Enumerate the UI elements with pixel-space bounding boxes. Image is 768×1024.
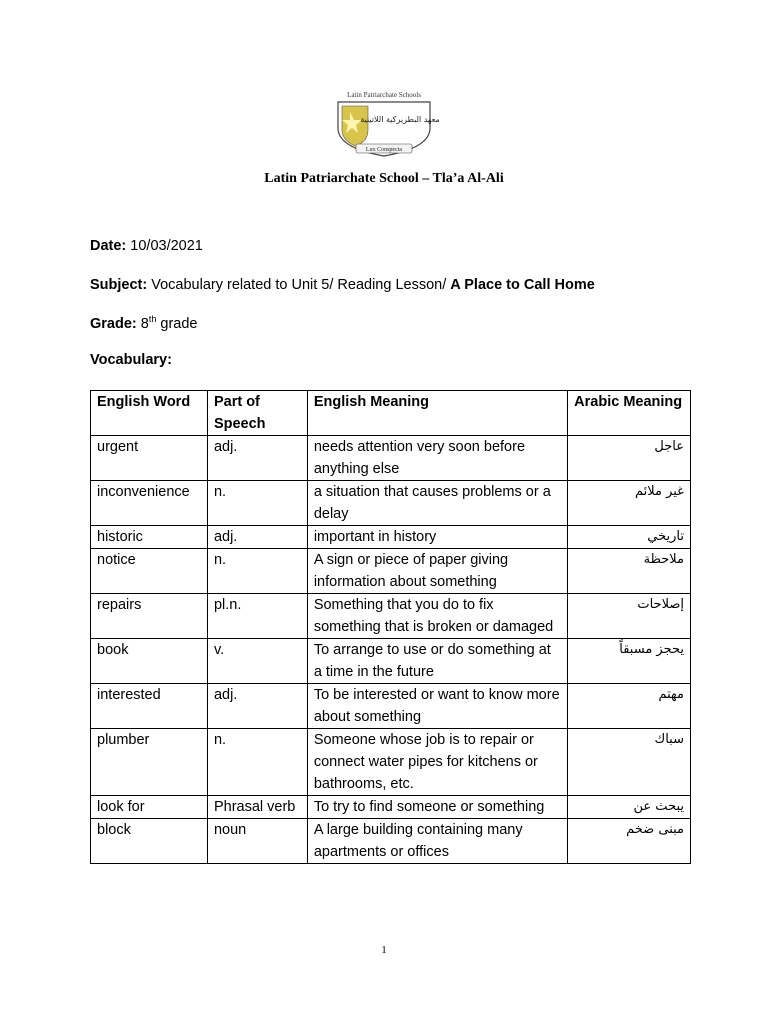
english-meaning-cell: To arrange to use or do something at a time in the future [307, 639, 567, 684]
english-meaning-cell: Something that you do to fix something that is broken or damaged [307, 594, 567, 639]
date-line [90, 238, 203, 254]
subject-line [90, 277, 595, 293]
english-meaning-cell: Someone whose job is to repair or connect water pipes for kitchens or bathrooms, etc. [307, 729, 567, 796]
english-word-cell: urgent [91, 436, 208, 481]
table-row [91, 639, 691, 684]
english-meaning-cell: A large building containing many apartments or offices [307, 819, 567, 864]
table-row [91, 684, 691, 729]
table-row [91, 729, 691, 796]
part-of-speech-cell: Phrasal verb [207, 796, 307, 819]
date-label: Date: [90, 238, 127, 254]
english-meaning-cell: needs attention very soon before anything else [307, 436, 567, 481]
school-name: Latin Patriarchate School – Tla’a Al-Ali [264, 171, 504, 186]
header-english-word: English Word [91, 391, 208, 436]
english-meaning-cell: To be interested or want to know more about something [307, 684, 567, 729]
logo-top-text: Latin Patriarchate Schools [347, 91, 421, 99]
part-of-speech-cell: n. [207, 549, 307, 594]
arabic-meaning-cell: ملاحظة [568, 549, 691, 594]
english-word-cell: repairs [91, 594, 208, 639]
subject-label: Subject: [90, 277, 148, 293]
grade-line [90, 316, 197, 332]
table-row [91, 594, 691, 639]
arabic-meaning-cell: يحجز مسبقاً [568, 639, 691, 684]
arabic-meaning-cell: مبنى ضخم [568, 819, 691, 864]
english-word-cell: look for [91, 796, 208, 819]
part-of-speech-cell: n. [207, 481, 307, 526]
english-word-cell: historic [91, 526, 208, 549]
vocabulary-table [90, 390, 691, 864]
part-of-speech-cell: noun [207, 819, 307, 864]
header-english-meaning: English Meaning [307, 391, 567, 436]
english-meaning-cell: a situation that causes problems or a delay [307, 481, 567, 526]
table-row [91, 481, 691, 526]
grade-suffix-sup: th [148, 314, 157, 325]
arabic-meaning-cell: تاريخي [568, 526, 691, 549]
english-word-cell: block [91, 819, 208, 864]
part-of-speech-cell: adj. [207, 436, 307, 481]
vocabulary-heading [90, 352, 172, 368]
logo-motto: Lux Conspecta [365, 147, 403, 153]
english-word-cell: notice [91, 549, 208, 594]
part-of-speech-cell: v. [207, 639, 307, 684]
english-meaning-cell: A sign or piece of paper giving information about something [307, 549, 567, 594]
table-row [91, 549, 691, 594]
english-word-cell: inconvenience [91, 481, 208, 526]
subject-value: Vocabulary related to Unit 5/ Reading Lesson/ [147, 277, 451, 293]
logo-arabic-text: معهد البطريركية اللاتينية [360, 115, 440, 124]
arabic-meaning-cell: إصلاحات [568, 594, 691, 639]
grade-label: Grade: [90, 316, 137, 332]
lesson-title: A Place to Call Home [450, 277, 595, 293]
table-header-row [91, 391, 691, 436]
part-of-speech-cell: adj. [207, 526, 307, 549]
arabic-meaning-cell: مهتم [568, 684, 691, 729]
arabic-meaning-cell: عاجل [568, 436, 691, 481]
header-part-of-speech: Part of Speech [207, 391, 307, 436]
table-row [91, 796, 691, 819]
vocabulary-label: Vocabulary: [90, 352, 172, 368]
part-of-speech-cell: pl.n. [207, 594, 307, 639]
grade-number: 8 [136, 316, 149, 332]
english-word-cell: interested [91, 684, 208, 729]
part-of-speech-cell: n. [207, 729, 307, 796]
english-word-cell: book [91, 639, 208, 684]
table-row [91, 436, 691, 481]
english-word-cell: plumber [91, 729, 208, 796]
english-meaning-cell: important in history [307, 526, 567, 549]
date-value: 10/03/2021 [126, 238, 203, 254]
grade-suffix: grade [156, 316, 198, 332]
school-logo [328, 90, 440, 160]
part-of-speech-cell: adj. [207, 684, 307, 729]
header-arabic-meaning: Arabic Meaning [568, 391, 691, 436]
table-row [91, 526, 691, 549]
arabic-meaning-cell: غير ملائم [568, 481, 691, 526]
arabic-meaning-cell: يبحث عن [568, 796, 691, 819]
page-number: 1 [381, 944, 387, 956]
english-meaning-cell: To try to find someone or something [307, 796, 567, 819]
arabic-meaning-cell: سباك [568, 729, 691, 796]
table-row [91, 819, 691, 864]
